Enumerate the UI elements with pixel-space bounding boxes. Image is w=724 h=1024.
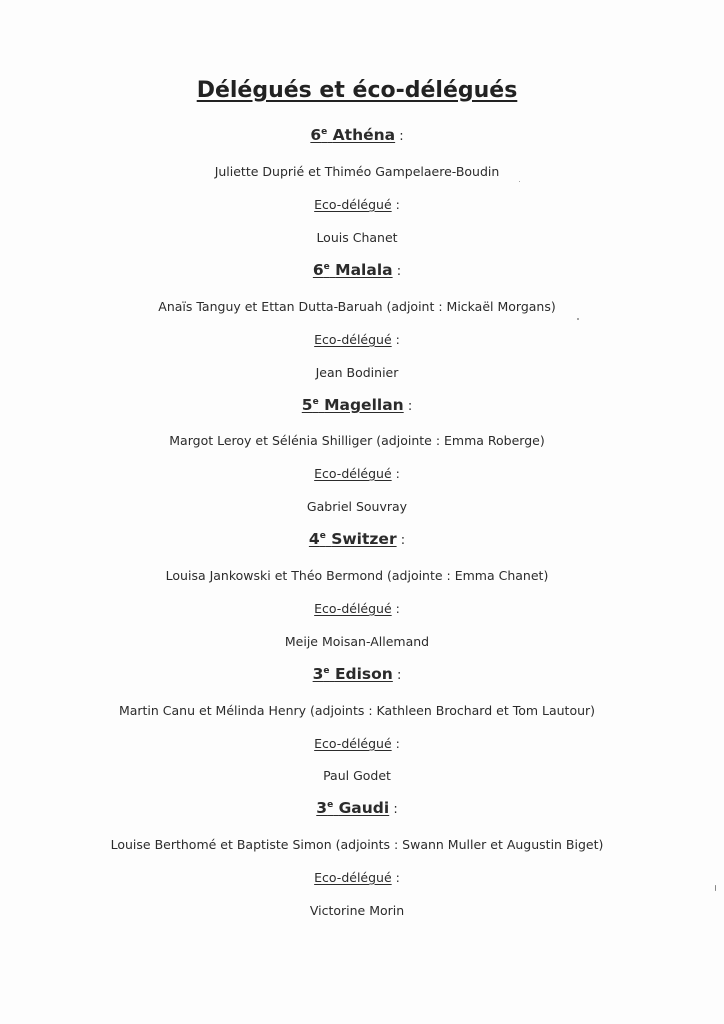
eco-label: Eco-délégué (314, 601, 392, 616)
class-level-suffix: e (327, 800, 334, 810)
scan-speck (577, 318, 579, 320)
class-heading (0, 799, 714, 817)
class-name (310, 126, 395, 144)
class-title: Magellan (324, 396, 404, 414)
delegates-line: Juliette Duprié et Thiméo Gampelaere-Boudin (214, 164, 500, 179)
class-name (313, 665, 393, 683)
eco-delegate-name: Paul Godet (323, 768, 391, 783)
class-level-suffix: e (321, 127, 328, 137)
eco-heading (0, 870, 714, 885)
class-title: Malala (335, 261, 393, 279)
colon: : (395, 129, 404, 144)
colon: : (391, 736, 400, 751)
class-heading (0, 261, 714, 279)
page-title: Délégués et éco-délégués (196, 78, 518, 103)
colon: : (403, 399, 413, 414)
class-level-suffix: e (312, 397, 319, 407)
eco-delegate-name: Victorine Morin (309, 903, 405, 918)
class-name (309, 530, 397, 548)
class-level: 5 (301, 396, 313, 414)
colon: : (391, 197, 400, 212)
colon: : (391, 332, 400, 347)
eco-delegate-name: Louis Chanet (316, 230, 398, 245)
class-level: 6 (312, 261, 324, 279)
delegates-line: Louisa Jankowski et Théo Bermond (adjointe : Emma Chanet) (165, 568, 549, 583)
class-heading (0, 396, 714, 414)
colon: : (392, 668, 402, 683)
class-level-suffix: e (319, 531, 326, 541)
class-name (313, 261, 393, 279)
colon: : (391, 466, 400, 481)
colon: : (396, 533, 406, 548)
class-name (316, 799, 389, 817)
class-level: 3 (312, 665, 324, 683)
class-heading (0, 126, 714, 144)
class-title: Athéna (332, 126, 396, 144)
eco-heading (0, 332, 714, 347)
eco-heading (0, 197, 714, 212)
class-name (302, 396, 404, 414)
class-level-suffix: e (323, 262, 330, 272)
class-title: Switzer (331, 530, 397, 548)
eco-delegate-name: Gabriel Souvray (306, 499, 408, 514)
class-level: 6 (310, 126, 322, 144)
eco-heading (0, 736, 714, 751)
delegates-line: Anaïs Tanguy et Ettan Dutta-Baruah (adjoint : Mickaël Morgans) (158, 299, 556, 314)
eco-heading (0, 466, 714, 481)
eco-label: Eco-délégué (314, 332, 392, 347)
eco-delegate-name: Jean Bodinier (315, 365, 399, 380)
class-level-suffix: e (323, 666, 330, 676)
class-heading (0, 665, 714, 683)
colon: : (389, 802, 398, 817)
class-title: Gaudi (338, 799, 390, 817)
scan-speck (715, 885, 716, 891)
delegates-line: Louise Berthomé et Baptiste Simon (adjoints : Swann Muller et Augustin Biget) (110, 837, 604, 852)
scan-speck (519, 181, 520, 182)
class-heading (0, 530, 714, 548)
class-title: Edison (334, 665, 393, 683)
class-level: 3 (316, 799, 328, 817)
eco-delegate-name: Meije Moisan-Allemand (284, 634, 430, 649)
class-level: 4 (308, 530, 320, 548)
eco-label: Eco-délégué (314, 197, 392, 212)
colon: : (391, 601, 400, 616)
eco-label: Eco-délégué (314, 466, 392, 481)
delegates-line: Margot Leroy et Sélénia Shilliger (adjointe : Emma Roberge) (169, 433, 545, 448)
delegates-line: Martin Canu et Mélinda Henry (adjoints : Kathleen Brochard et Tom Lautour) (118, 703, 596, 718)
eco-label: Eco-délégué (314, 736, 392, 751)
colon: : (391, 870, 400, 885)
eco-label: Eco-délégué (314, 870, 392, 885)
eco-heading (0, 601, 714, 616)
colon: : (392, 264, 402, 279)
